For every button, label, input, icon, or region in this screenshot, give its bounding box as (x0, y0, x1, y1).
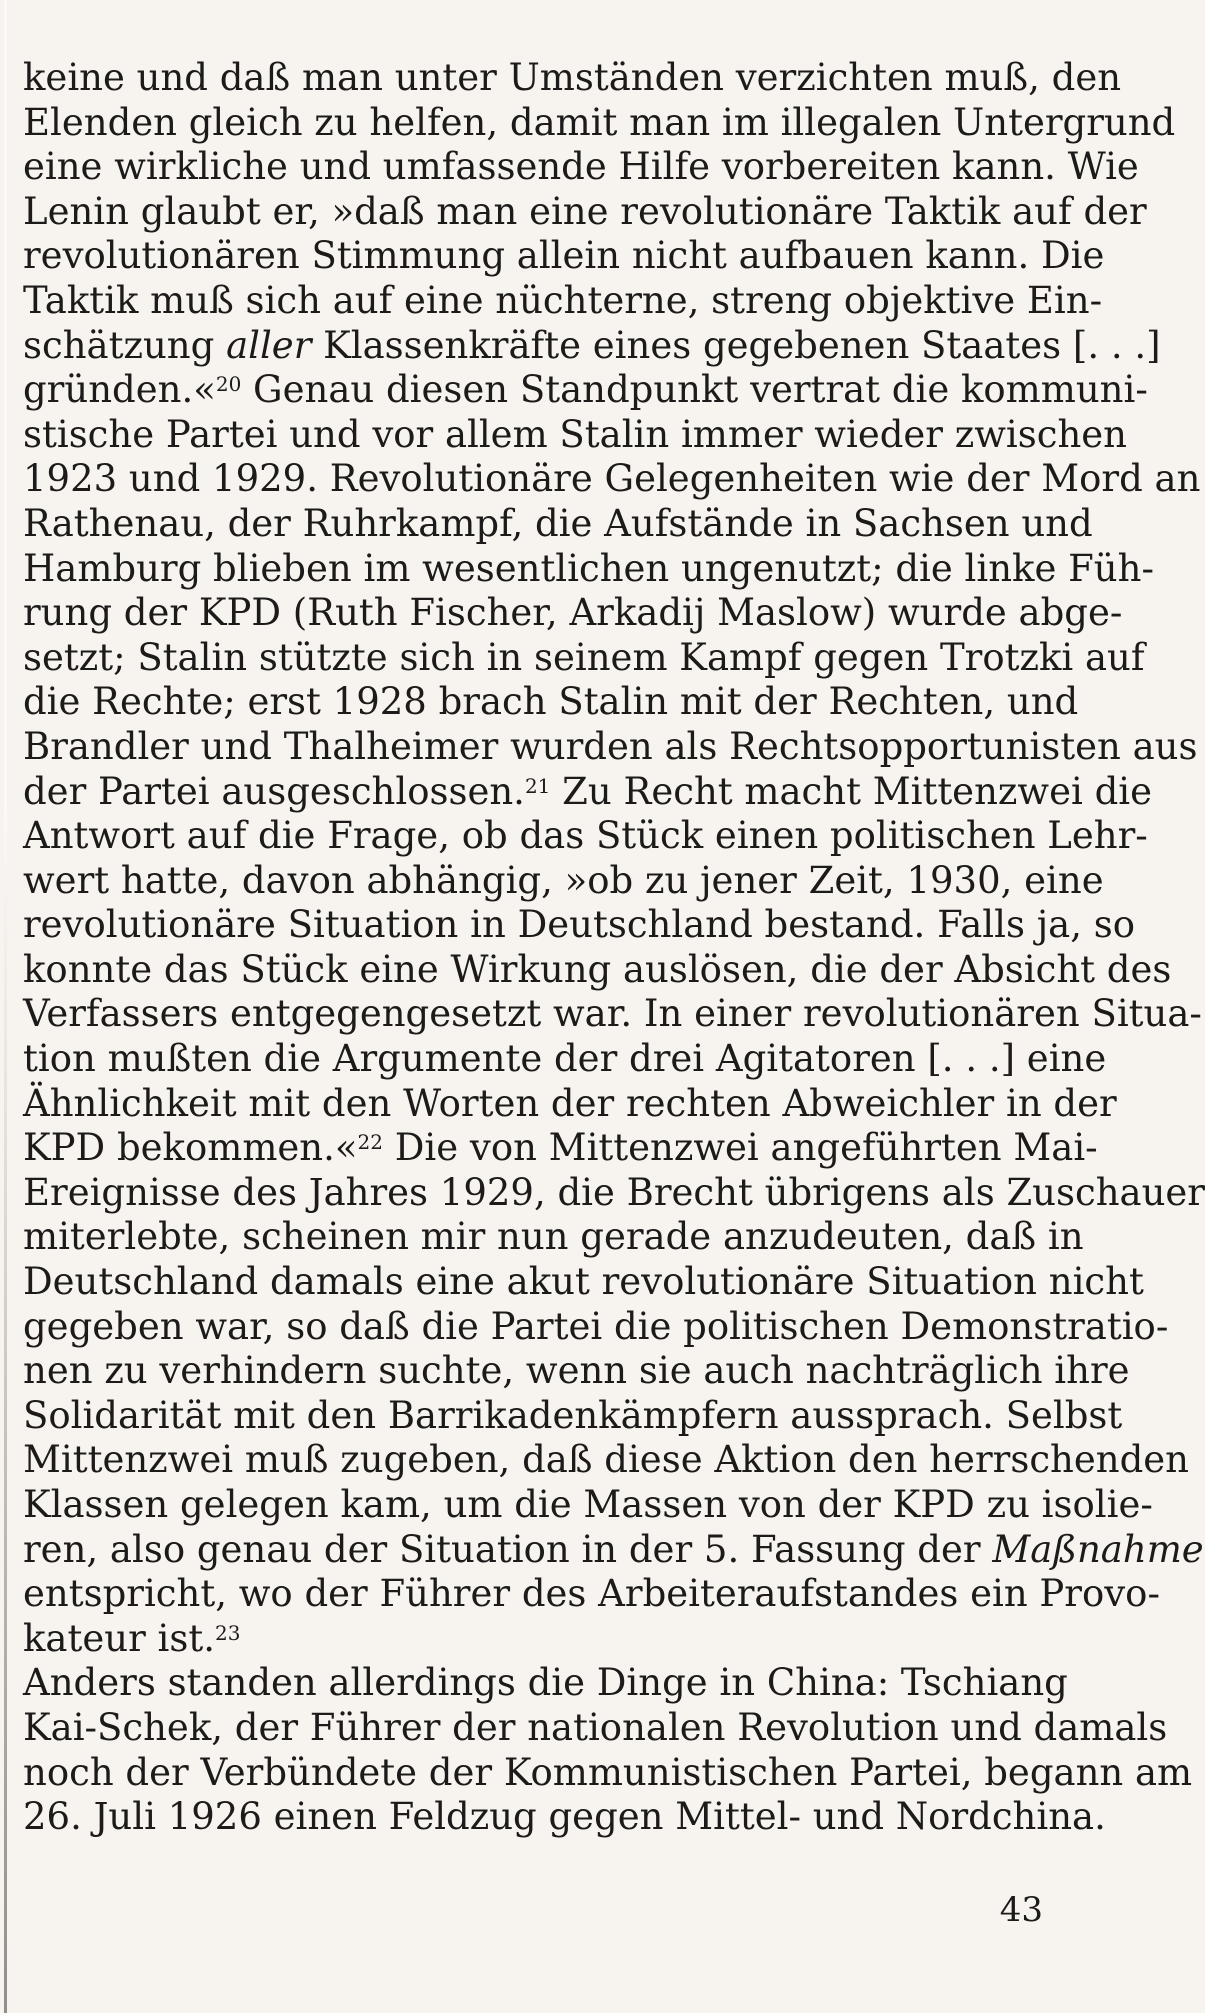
text-segment: kateur ist. (23, 1616, 215, 1660)
footnote-reference: 23 (214, 1620, 241, 1645)
text-line: rung der KPD (Ruth Fischer, Arkadij Maslow) wurde abge- (23, 591, 1123, 635)
page-binding-edge (4, 0, 7, 2013)
text-line: 26. Juli 1926 einen Feldzug gegen Mittel- und Nordchina. (23, 1795, 1106, 1839)
text-line: keine und daß man unter Umständen verzichten muß, den (23, 56, 1122, 99)
text-line: Elenden gleich zu helfen, damit man im illegalen Untergrund (23, 100, 1176, 144)
text-line (23, 769, 1152, 815)
text-line: Antwort auf die Frage, ob das Stück einen politischen Lehr- (23, 814, 1148, 858)
text-line (23, 368, 1148, 413)
footnote-reference: 20 (215, 372, 242, 397)
text-line (23, 1126, 1098, 1171)
text-line: Klassen gelegen kam, um die Massen von der KPD zu isolie- (23, 1483, 1153, 1526)
text-line: revolutionäre Situation in Deutschland bestand. Falls ja, so (23, 903, 1136, 947)
text-line: Deutschland damals eine akut revolutionäre Situation nicht (23, 1260, 1144, 1304)
text-line: Mittenzwei muß zugeben, daß diese Aktion den herrschenden (23, 1438, 1190, 1482)
text-line: Brandler und Thalheimer wurden als Rechtsopportunisten aus (23, 724, 1198, 768)
text-line: setzt; Stalin stützte sich in seinem Kampf gegen Trotzki auf (23, 635, 1145, 679)
text-segment: Klassenkräfte eines gegebenen Staates [. . .] (311, 323, 1161, 367)
text-line: tion mußten die Argumente der drei Agitatoren [. . .] eine (23, 1037, 1107, 1081)
text-line: stische Partei und vor allem Stalin immer wieder zwischen (23, 412, 1128, 456)
text-line: Ähnlichkeit mit den Worten der rechten Abweichler in der (23, 1081, 1117, 1125)
italic-emphasis: aller (226, 323, 312, 367)
text-line: Lenin glaubt er, »daß man eine revolutionäre Taktik auf der (23, 189, 1147, 233)
text-line: nen zu verhindern suchte, wenn sie auch nachträglich ihre (23, 1349, 1130, 1393)
text-line: eine wirkliche und umfassende Hilfe vorbereiten kann. Wie (23, 145, 1139, 189)
italic-emphasis: Maßnahme (992, 1527, 1204, 1571)
text-line: wert hatte, davon abhängig, »ob zu jener Zeit, 1930, eine (23, 858, 1104, 902)
text-line: noch der Verbündete der Kommunistischen Partei, begann am (23, 1750, 1193, 1794)
text-line (23, 1527, 1204, 1573)
text-line: gegeben war, so daß die Partei die politischen Demonstratio- (23, 1304, 1169, 1348)
text-segment: Genau diesen Standpunkt vertrat die kommuni- (241, 368, 1148, 412)
page-number: 43 (999, 1890, 1043, 1930)
text-line: 1923 und 1929. Revolutionäre Gelegenheiten wie der Mord an (23, 457, 1201, 501)
text-line: die Rechte; erst 1928 brach Stalin mit der Rechten, und (23, 680, 1079, 724)
text-line: miterlebte, scheinen mir nun gerade anzudeuten, daß in (23, 1215, 1084, 1259)
text-segment: der Partei ausgeschlossen. (23, 769, 525, 813)
text-line: Hamburg blieben im wesentlichen ungenutzt; die linke Füh- (23, 546, 1154, 590)
text-line: Ereignisse des Jahres 1929, die Brecht übrigens als Zuschauer (23, 1170, 1205, 1214)
text-line: Verfassers entgegengesetzt war. In einer revolutionären Situa- (23, 992, 1202, 1036)
text-line: Rathenau, der Ruhrkampf, die Aufstände in Sachsen und (23, 501, 1093, 545)
text-line: Kai-Schek, der Führer der nationalen Revolution und damals (23, 1705, 1168, 1749)
footnote-reference: 22 (357, 1130, 383, 1155)
text-line: Anders standen allerdings die Dinge in China: Tschiang (23, 1661, 1068, 1705)
body-text (23, 56, 1205, 1840)
text-line: Taktik muß sich auf eine nüchterne, streng objektive Ein- (23, 278, 1103, 322)
text-segment: schätzung (23, 323, 227, 367)
text-line: Solidarität mit den Barrikadenkämpfern aussprach. Selbst (23, 1393, 1123, 1437)
text-line: konnte das Stück eine Wirkung auslösen, die der Absicht des (23, 947, 1172, 991)
text-line (23, 1617, 1045, 1662)
text-line (23, 323, 1161, 369)
text-segment: KPD bekommen.« (23, 1126, 358, 1170)
text-segment: ren, also genau der Situation in der 5. Fassung der (23, 1527, 993, 1571)
text-line: entspricht, wo der Führer des Arbeiteraufstandes ein Provo- (23, 1572, 1160, 1616)
footnote-reference: 21 (524, 773, 551, 798)
text-segment: gründen.« (23, 368, 216, 412)
text-segment: Zu Recht macht Mittenzwei die (550, 769, 1152, 813)
text-segment: Die von Mittenzwei angeführten Mai- (383, 1126, 1098, 1170)
text-line: revolutionären Stimmung allein nicht aufbauen kann. Die (23, 234, 1105, 278)
